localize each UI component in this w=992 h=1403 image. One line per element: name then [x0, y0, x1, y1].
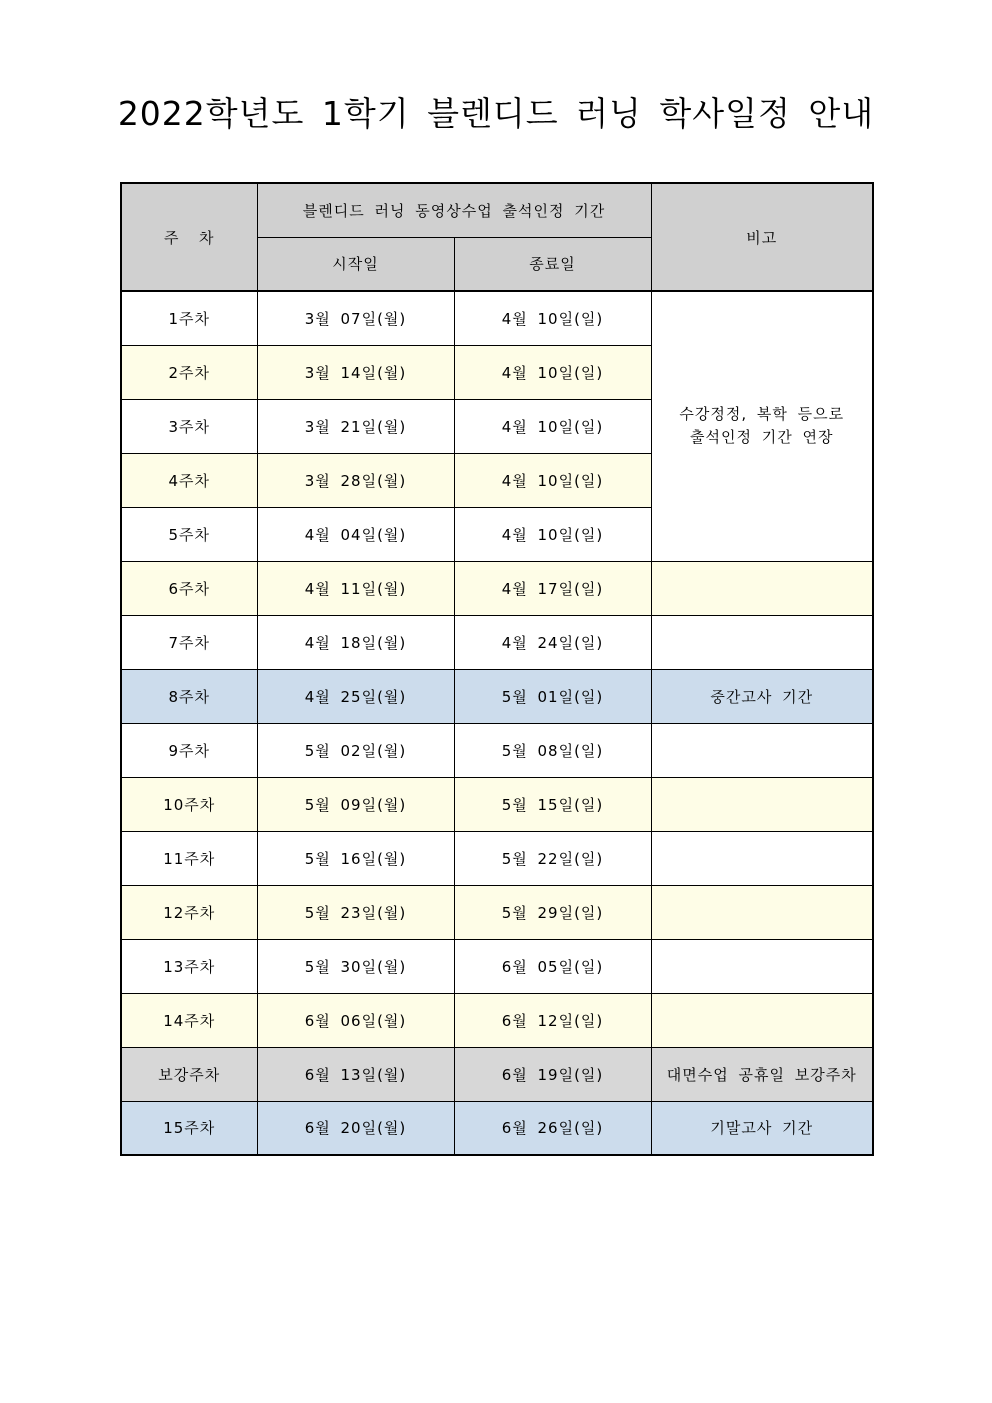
- end-cell: 4월 17일(일): [454, 561, 651, 615]
- week-cell: 보강주차: [121, 1047, 257, 1101]
- week-cell: 7주차: [121, 615, 257, 669]
- end-cell: 5월 01일(일): [454, 669, 651, 723]
- table-row: [121, 993, 873, 1047]
- end-cell: 6월 05일(일): [454, 939, 651, 993]
- end-cell: 6월 12일(일): [454, 993, 651, 1047]
- start-cell: 5월 30일(월): [257, 939, 454, 993]
- header-period: 블렌디드 러닝 동영상수업 출석인정 기간: [257, 183, 651, 237]
- start-cell: 5월 09일(월): [257, 777, 454, 831]
- note-cell: 중간고사 기간: [651, 669, 873, 723]
- end-cell: 4월 24일(일): [454, 615, 651, 669]
- note-cell: [651, 615, 873, 669]
- week-cell: 8주차: [121, 669, 257, 723]
- end-cell: 5월 29일(일): [454, 885, 651, 939]
- start-cell: 4월 18일(월): [257, 615, 454, 669]
- week-cell: 11주차: [121, 831, 257, 885]
- table-row: [121, 669, 873, 723]
- header-note: 비고: [651, 183, 873, 291]
- note-cell: 대면수업 공휴일 보강주차: [651, 1047, 873, 1101]
- end-cell: 5월 15일(일): [454, 777, 651, 831]
- table-header-row: [121, 183, 873, 237]
- start-cell: 4월 25일(월): [257, 669, 454, 723]
- start-cell: 3월 07일(월): [257, 291, 454, 345]
- header-week: 주 차: [121, 183, 257, 291]
- note-cell: [651, 885, 873, 939]
- start-cell: 6월 20일(월): [257, 1101, 454, 1155]
- end-cell: 6월 26일(일): [454, 1101, 651, 1155]
- week-cell: 1주차: [121, 291, 257, 345]
- note-cell: [651, 939, 873, 993]
- week-cell: 3주차: [121, 399, 257, 453]
- note-cell: 기말고사 기간: [651, 1101, 873, 1155]
- end-cell: 4월 10일(일): [454, 399, 651, 453]
- table-row: [121, 723, 873, 777]
- start-cell: 5월 02일(월): [257, 723, 454, 777]
- start-cell: 4월 11일(월): [257, 561, 454, 615]
- week-cell: 6주차: [121, 561, 257, 615]
- week-cell: 13주차: [121, 939, 257, 993]
- note-merged-line2: 출석인정 기간 연장: [690, 428, 834, 447]
- table-row: [121, 1101, 873, 1155]
- start-cell: 6월 06일(월): [257, 993, 454, 1047]
- table-row: [121, 885, 873, 939]
- table-row: [121, 777, 873, 831]
- end-cell: 4월 10일(일): [454, 291, 651, 345]
- note-merged-line1: 수강정정, 복학 등으로: [679, 405, 845, 424]
- week-cell: 2주차: [121, 345, 257, 399]
- table-row: [121, 291, 873, 345]
- start-cell: 4월 04일(월): [257, 507, 454, 561]
- start-cell: 3월 14일(월): [257, 345, 454, 399]
- end-cell: 5월 22일(일): [454, 831, 651, 885]
- note-cell: [651, 723, 873, 777]
- week-cell: 4주차: [121, 453, 257, 507]
- week-cell: 15주차: [121, 1101, 257, 1155]
- start-cell: 5월 23일(월): [257, 885, 454, 939]
- table-row: [121, 831, 873, 885]
- note-cell: [651, 993, 873, 1047]
- week-cell: 12주차: [121, 885, 257, 939]
- note-cell: [651, 561, 873, 615]
- table-row: [121, 939, 873, 993]
- note-cell: [651, 831, 873, 885]
- start-cell: 3월 28일(월): [257, 453, 454, 507]
- end-cell: 4월 10일(일): [454, 507, 651, 561]
- week-cell: 10주차: [121, 777, 257, 831]
- table-row: [121, 561, 873, 615]
- start-cell: 3월 21일(월): [257, 399, 454, 453]
- start-cell: 6월 13일(월): [257, 1047, 454, 1101]
- note-cell: [651, 777, 873, 831]
- header-end: 종료일: [454, 237, 651, 291]
- end-cell: 5월 08일(일): [454, 723, 651, 777]
- page-title: 2022학년도 1학기 블렌디드 러닝 학사일정 안내: [117, 94, 875, 133]
- end-cell: 4월 10일(일): [454, 345, 651, 399]
- week-cell: 9주차: [121, 723, 257, 777]
- note-merged-cell: [651, 291, 873, 561]
- end-cell: 4월 10일(일): [454, 453, 651, 507]
- schedule-table: [120, 182, 874, 1156]
- table-row: [121, 615, 873, 669]
- header-start: 시작일: [257, 237, 454, 291]
- week-cell: 14주차: [121, 993, 257, 1047]
- end-cell: 6월 19일(일): [454, 1047, 651, 1101]
- week-cell: 5주차: [121, 507, 257, 561]
- table-row: [121, 1047, 873, 1101]
- start-cell: 5월 16일(월): [257, 831, 454, 885]
